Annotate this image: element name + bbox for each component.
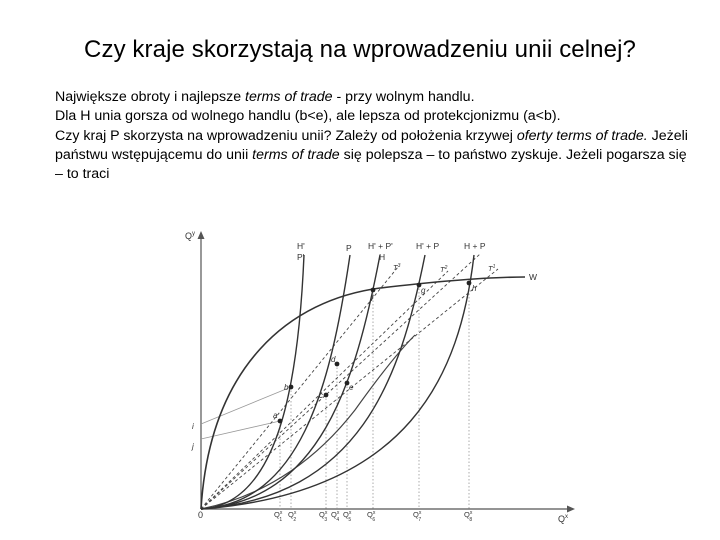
x-axis-label: $Q^x$ [558, 514, 569, 524]
label-h: H [379, 252, 386, 262]
label-p-prime: P' [297, 252, 305, 262]
tick-q3: $Q^x$ 3 [319, 510, 328, 523]
paragraph-3-b: Jeżeli państwu wstępującemu do unii [55, 127, 688, 163]
terms-of-trade-rays [201, 254, 498, 509]
point-labels [191, 284, 477, 451]
offer-curves-diagram [180, 225, 580, 530]
label-h-prime: H' [297, 241, 305, 251]
label-t1: $T^1$ [488, 264, 496, 273]
tick-q5: $Q^x$ 5 [343, 510, 352, 523]
paragraph-3 [55, 127, 695, 185]
label-t2: $T^2$ [440, 265, 448, 274]
label-w: W [529, 272, 538, 282]
point-j-label: j [192, 442, 194, 451]
label-h-p: H + P [464, 241, 486, 251]
tick-q1: $Q^x$ 1 [274, 510, 283, 523]
paragraph-3-c: się polepsza – to państwo zyskuje. Jeżeli pogarsza się – to traci [55, 146, 687, 183]
tick-q7: $Q^x$ 7 [413, 510, 422, 523]
paragraph-1-tail: - przy wolnym handlu. [332, 89, 475, 105]
point-f-label: f [371, 294, 374, 303]
origin-label: 0 [198, 510, 204, 520]
tick-q8: $Q^x$ 8 [464, 510, 473, 523]
point-g-label: g [421, 286, 426, 295]
point-d-label: d [331, 355, 336, 364]
tick-q4: $Q^x$ 4 [331, 510, 340, 523]
paragraph-3-a: Czy kraj P skorzysta na wprowadzeniu unii? Zależy od położenia krzywej [55, 127, 517, 144]
y-axis-label: $Q^y$ [185, 231, 196, 241]
terms-of-trade-emphasis: terms of trade [245, 89, 333, 105]
offer-curve-emphasis: oferty terms of trade. [516, 127, 648, 144]
tot-labels [393, 263, 496, 274]
curve-labels [297, 241, 537, 282]
diagram-svg [180, 225, 580, 530]
label-hp-pp: H' + P' [368, 241, 393, 251]
paragraph-1 [55, 88, 695, 107]
point-c-label: c [319, 391, 323, 400]
vertical-guides [280, 283, 469, 509]
line-from-i [201, 387, 291, 424]
point-b-label: b [284, 383, 289, 392]
slide-title: Czy kraje skorzystają na wprowadzeniu unii celnej? [84, 36, 636, 63]
label-hp-p: H' + P [416, 241, 440, 251]
intersection-points [278, 281, 472, 424]
tick-q6: $Q^x$ 6 [367, 510, 376, 523]
x-axis-arrow [567, 506, 575, 513]
paragraph-2: Dla H unia gorsza od wolnego handlu (b<e), ale lepsza od protekcjonizmu (a<b). [55, 108, 561, 125]
terms-of-trade-emphasis-2: terms of trade [252, 146, 340, 163]
y-axis-arrow [198, 231, 205, 239]
point-a-label: a [273, 411, 278, 420]
label-p: P [346, 243, 352, 253]
tick-q2: $Q^x$ 2 [288, 510, 297, 523]
point-i-label: i [192, 422, 194, 431]
point-e-label: e [349, 383, 354, 392]
label-t3: $T^3$ [393, 263, 401, 272]
paragraph-1-text: Największe obroty i najlepsze [55, 89, 246, 105]
curve-w [201, 277, 525, 509]
x-tick-labels [274, 510, 473, 523]
point-h-label: h [472, 284, 477, 293]
slide-body [55, 88, 695, 184]
offer-curves [201, 255, 474, 509]
